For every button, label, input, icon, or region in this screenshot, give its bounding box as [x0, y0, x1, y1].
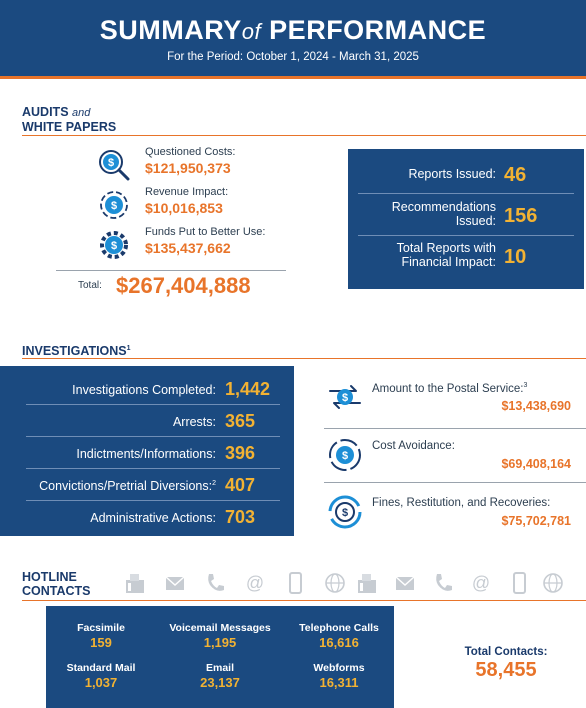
funds-better-use-item [97, 226, 297, 262]
page-header [0, 0, 586, 76]
investigations-completed-row [0, 374, 294, 406]
svg-text:$: $ [341, 392, 349, 404]
investigations-right-divider [324, 428, 586, 429]
page-title: SUMMARYof PERFORMANCE [99, 15, 487, 45]
facsimile-item [46, 622, 156, 650]
mail-icon [394, 571, 416, 595]
audits-section-title: AUDITS and WHITE PAPERS [22, 105, 117, 134]
email-label: Email [205, 662, 234, 674]
reports-issued-value: 46 [504, 164, 527, 186]
revenue-impact-label: Revenue Impact: [145, 186, 229, 198]
convictions-value: 407 [225, 475, 256, 495]
standard-mail-value: 1,037 [84, 675, 118, 690]
standard-mail-label: Standard Mail [66, 662, 136, 674]
standard-mail-item [46, 662, 156, 690]
indictments-label: Indictments/Informations: [76, 447, 216, 461]
investigations-row-divider [26, 500, 280, 501]
investigations-completed-label: Investigations Completed: [72, 383, 216, 397]
globe-icon [542, 571, 564, 595]
indictments-value: 396 [225, 443, 256, 463]
cost-avoidance-value: $69,408,164 [501, 457, 571, 471]
reporting-period: For the Period: October 1, 2024 - March 31, 2025 [167, 51, 419, 63]
postal-service-amount-value: $13,438,690 [501, 399, 571, 413]
fines-restitution-value: $75,702,781 [501, 514, 571, 528]
at-sign-icon [470, 571, 492, 595]
investigations-divider [22, 358, 586, 359]
investigations-right-divider [324, 482, 586, 483]
svg-text:$: $ [110, 240, 118, 252]
svg-text:$: $ [107, 157, 115, 169]
dollar-return-icon [326, 493, 364, 531]
arrests-value: 365 [225, 411, 256, 431]
questioned-costs-value: $121,950,373 [145, 160, 231, 176]
svg-text:$: $ [110, 200, 118, 212]
investigations-row-divider [26, 468, 280, 469]
revenue-impact-value: $10,016,853 [145, 200, 223, 216]
hotline-contacts-box [46, 606, 394, 708]
investigations-row-divider [26, 404, 280, 405]
mobile-icon [284, 571, 306, 595]
audits-total [56, 270, 286, 306]
facsimile-value: 159 [90, 635, 112, 650]
postal-service-amount-label: Amount to the Postal Service:$^3$ [372, 382, 528, 395]
stats-divider [358, 193, 574, 194]
investigations-section-title: INVESTIGATIONS$^1$ [22, 344, 131, 359]
fines-restitution-item [324, 493, 586, 543]
fax-icon [356, 571, 378, 595]
phone-icon [432, 571, 454, 595]
email-item [165, 662, 275, 690]
administrative-actions-value: 703 [225, 507, 256, 527]
financial-impact-label: Total Reports with Financial Impact: [396, 241, 496, 269]
svg-text:@: @ [471, 573, 491, 593]
mail-icon [164, 571, 186, 595]
questioned-costs-item [97, 146, 297, 182]
fines-restitution-label: Fines, Restitution, and Recoveries: [372, 497, 551, 509]
webforms-item [284, 662, 394, 690]
svg-text:$: $ [341, 450, 349, 462]
magnifier-dollar-icon [97, 148, 131, 182]
audits-total-label: Total: [78, 280, 102, 291]
convictions-row [0, 470, 294, 502]
facsimile-label: Facsimile [77, 622, 125, 634]
dollar-cycle-icon [97, 188, 131, 222]
voicemail-item [165, 622, 275, 650]
gear-dollar-icon [97, 228, 131, 262]
dollar-refresh-icon [326, 436, 364, 474]
stats-divider [358, 235, 574, 236]
arrests-label: Arrests: [172, 415, 216, 429]
at-sign-icon [244, 571, 266, 595]
cost-avoidance-item [324, 436, 586, 486]
administrative-actions-label: Administrative Actions: [90, 511, 216, 525]
telephone-calls-value: 16,616 [319, 635, 359, 650]
total-contacts-value: 58,455 [475, 659, 537, 681]
convictions-label: Convictions/Pretrial Diversions:$^2$ [39, 479, 216, 493]
hotline-icon-strip [124, 571, 574, 599]
voicemail-label: Voicemail Messages [169, 622, 271, 634]
investigations-completed-value: 1,442 [225, 379, 271, 399]
fax-icon [124, 571, 146, 595]
hotline-divider [22, 600, 586, 601]
reports-issued-label: Reports Issued: [408, 167, 496, 181]
svg-text:$: $ [341, 507, 349, 519]
webforms-label: Webforms [313, 662, 365, 674]
phone-icon [204, 571, 226, 595]
investigations-box [0, 366, 294, 536]
audits-divider [22, 135, 586, 136]
hotline-section-title: HOTLINE CONTACTS [22, 570, 91, 598]
funds-better-use-label: Funds Put to Better Use: [145, 226, 266, 238]
arrests-row [0, 406, 294, 438]
audits-stats-box [348, 149, 584, 289]
audits-total-value: $267,404,888 [116, 273, 251, 298]
investigations-row-divider [26, 436, 280, 437]
recommendations-label: Recommendations Issued: [391, 200, 496, 228]
cost-avoidance-label: Cost Avoidance: [372, 440, 455, 452]
svg-text:@: @ [245, 573, 265, 593]
telephone-calls-label: Telephone Calls [299, 622, 379, 634]
globe-icon [324, 571, 346, 595]
postal-service-amount-item [324, 378, 586, 428]
questioned-costs-label: Questioned Costs: [145, 146, 236, 158]
revenue-impact-item [97, 186, 297, 222]
recommendations-value: 156 [504, 205, 538, 227]
funds-better-use-value: $135,437,662 [145, 240, 231, 256]
total-contacts [446, 646, 566, 682]
financial-impact-value: 10 [504, 246, 527, 268]
mobile-icon [508, 571, 530, 595]
exchange-dollar-icon [326, 378, 364, 416]
indictments-row [0, 438, 294, 470]
webforms-value: 16,311 [319, 675, 359, 690]
voicemail-value: 1,195 [203, 635, 237, 650]
header-divider [0, 76, 586, 79]
administrative-actions-row [0, 502, 294, 534]
email-value: 23,137 [200, 675, 240, 690]
telephone-calls-item [284, 622, 394, 650]
total-contacts-label: Total Contacts: [464, 646, 548, 658]
